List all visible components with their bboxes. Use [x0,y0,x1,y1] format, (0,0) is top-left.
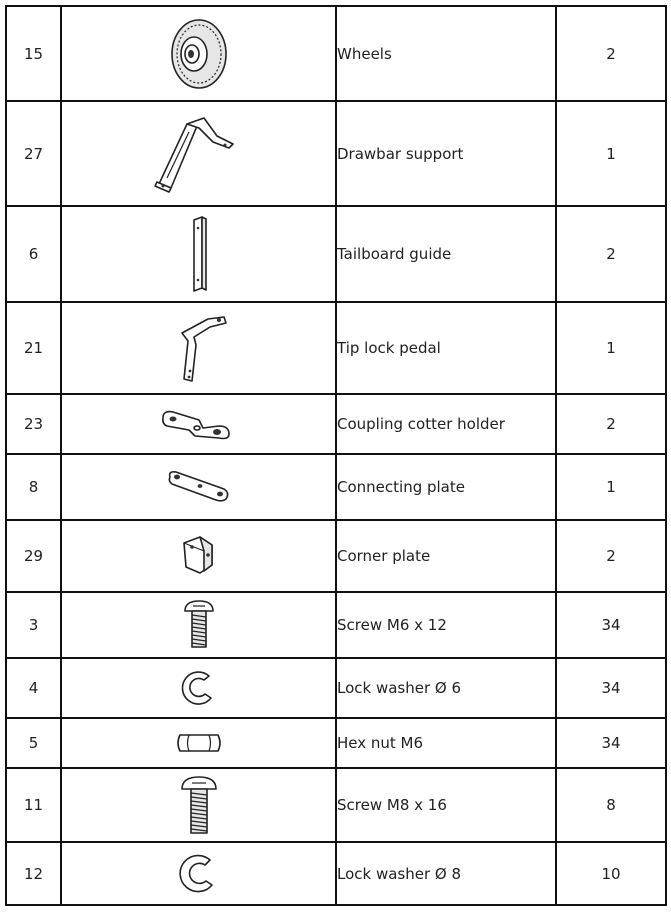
table-row [6,520,666,592]
part-quantity: 2 [556,520,666,592]
part-description: Lock washer Ø 8 [336,842,556,905]
parts-list-table [5,5,667,906]
part-quantity: 34 [556,592,666,658]
part-number: 8 [6,454,61,520]
part-description: Drawbar support [336,101,556,206]
corner-plate-icon [174,531,224,581]
part-quantity: 1 [556,101,666,206]
part-number: 6 [6,206,61,302]
part-number: 15 [6,6,61,101]
part-number: 29 [6,520,61,592]
part-description: Screw M6 x 12 [336,592,556,658]
table-row [6,454,666,520]
part-quantity: 34 [556,658,666,718]
screw-icon [176,773,222,837]
part-quantity: 10 [556,842,666,905]
part-description: Screw M8 x 16 [336,768,556,842]
part-number: 23 [6,394,61,454]
part-number: 4 [6,658,61,718]
part-number: 3 [6,592,61,658]
part-quantity: 2 [556,206,666,302]
part-quantity: 2 [556,394,666,454]
part-quantity: 34 [556,718,666,768]
part-description: Tip lock pedal [336,302,556,394]
table-row [6,592,666,658]
screw-icon [179,597,219,653]
part-number: 12 [6,842,61,905]
table-row [6,768,666,842]
part-description: Hex nut M6 [336,718,556,768]
part-number: 27 [6,101,61,206]
part-description: Corner plate [336,520,556,592]
table-row [6,6,666,101]
lock-washer-icon [175,850,223,898]
wheel-icon [164,14,234,94]
part-quantity: 8 [556,768,666,842]
lock-washer-icon [177,666,221,710]
table-row [6,101,666,206]
part-quantity: 1 [556,302,666,394]
table-row [6,658,666,718]
tip-lock-pedal-icon [164,311,234,386]
coupling-cotter-holder-icon [159,404,239,444]
hex-nut-icon [174,728,224,758]
table-row [6,302,666,394]
connecting-plate-icon [164,467,234,507]
part-description: Connecting plate [336,454,556,520]
part-description: Tailboard guide [336,206,556,302]
drawbar-support-icon [149,114,249,194]
part-description: Wheels [336,6,556,101]
part-number: 21 [6,302,61,394]
part-number: 11 [6,768,61,842]
part-quantity: 2 [556,6,666,101]
part-description: Lock washer Ø 6 [336,658,556,718]
part-quantity: 1 [556,454,666,520]
table-row [6,394,666,454]
part-number: 5 [6,718,61,768]
part-description: Coupling cotter holder [336,394,556,454]
table-row [6,842,666,905]
table-row [6,206,666,302]
table-row [6,718,666,768]
tailboard-guide-icon [184,214,214,294]
